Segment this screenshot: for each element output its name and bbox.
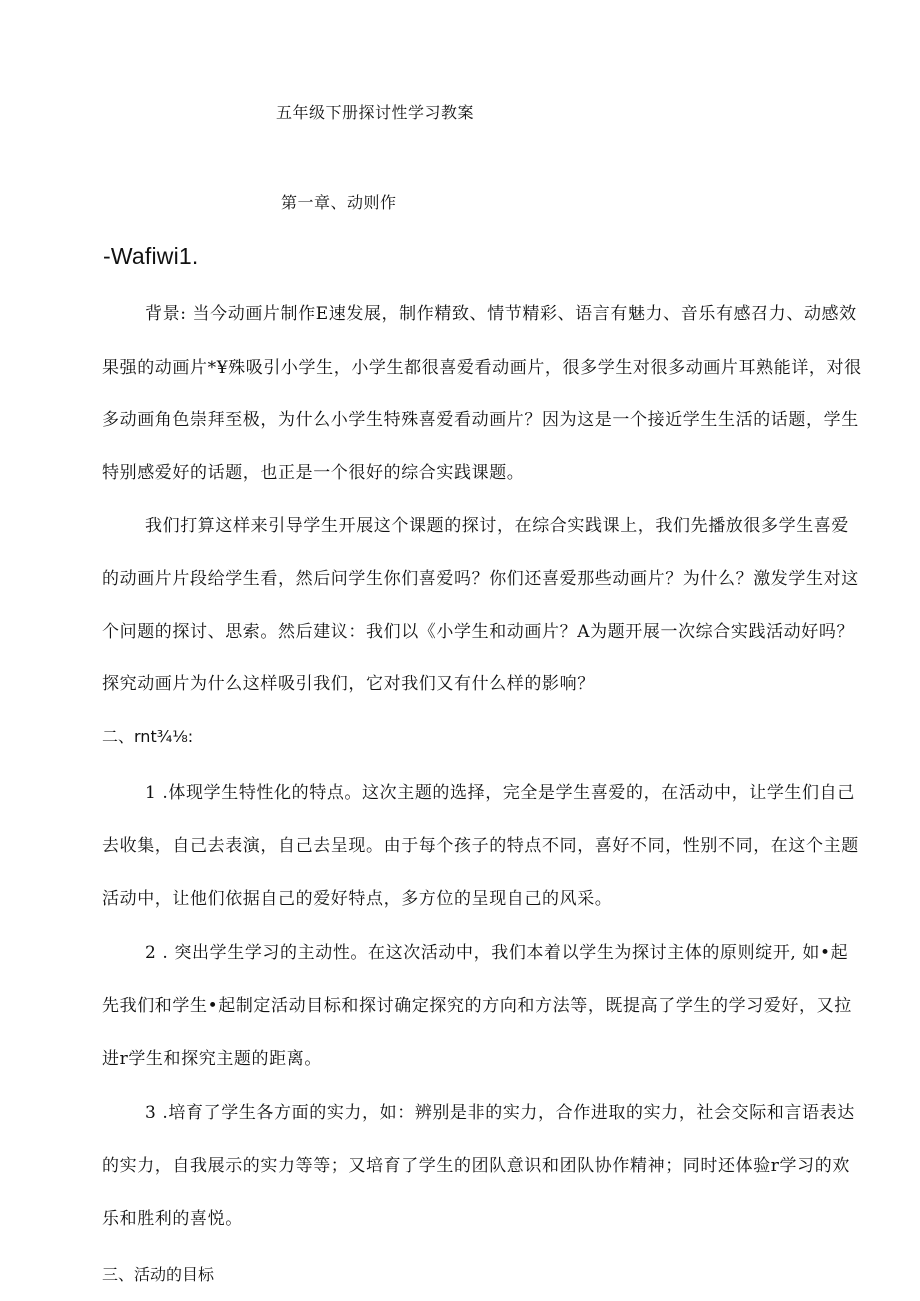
section-heading-1: -Wafiwi1.	[103, 243, 199, 269]
paragraph-line: 先我们和学生•起制定活动目标和探讨确定探究的方向和方法等，既提高了学生的学习爱好，又拉	[102, 996, 852, 1016]
paragraph-line: 2 . 突出学生学习的主动性。在这次活动中，我们本着以学生为探讨主体的原则绽开, 如•起	[145, 943, 849, 963]
paragraph-line: 3 .培育了学生各方面的实力，如：辨别是非的实力，合作进取的实力，社会交际和言语表达	[145, 1103, 855, 1123]
section-heading-2: 二、rnt¾⅛:	[102, 727, 194, 746]
chapter-heading: 第一章、动则作	[281, 193, 397, 212]
paragraph-line: 的实力，自我展示的实力等等；又培育了学生的团队意识和团队协作精神；同时还体验r学习的欢	[102, 1156, 850, 1176]
paragraph-line: 1 .体现学生特性化的特点。这次主题的选择，完全是学生喜爱的，在活动中，让学生们自己	[145, 783, 855, 803]
paragraph-line: 果强的动画片*¥殊吸引小学生，小学生都很喜爱看动画片，很多学生对很多动画片耳熟能详，对很	[102, 358, 862, 378]
paragraph-line: 背景: 当今动画片制作E速发展，制作精致、情节精彩、语言有魅力、音乐有感召力、动感效	[145, 304, 857, 324]
section-heading-3: 三、活动的目标	[102, 1265, 215, 1284]
paragraph-line: 个问题的探讨、思索。然后建议：我们以《小学生和动画片？A为题开展一次综合实践活动好吗？	[102, 622, 855, 642]
paragraph-line: 特别感爱好的话题，也正是一个很好的综合实践课题。	[102, 463, 525, 483]
document-title: 五年级下册探讨性学习教案	[276, 103, 475, 122]
paragraph-line: 进r学生和探究主题的距离。	[102, 1049, 322, 1069]
paragraph-line: 探究动画片为什么这样吸引我们，它对我们又有什么样的影响？	[102, 674, 595, 694]
paragraph-line: 活动中，让他们依据自己的爱好特点，多方位的呈现自己的风采。	[102, 889, 613, 909]
paragraph-line: 乐和胜利的喜悦。	[102, 1209, 243, 1229]
paragraph-line: 我们打算这样来引导学生开展这个课题的探讨，在综合实践课上，我们先播放很多学生喜爱	[145, 516, 849, 536]
paragraph-line: 去收集，自己去表演，自己去呈现。由于每个孩子的特点不同，喜好不同，性别不同，在这个主题	[102, 836, 859, 856]
paragraph-line: 多动画角色崇拜至极，为什么小学生特殊喜爱看动画片？因为这是一个接近学生生活的话题，学生	[102, 410, 859, 430]
paragraph-line: 的动画片片段给学生看，然后问学生你们喜爱吗？你们还喜爱那些动画片？为什么？激发学生对这	[102, 569, 859, 589]
